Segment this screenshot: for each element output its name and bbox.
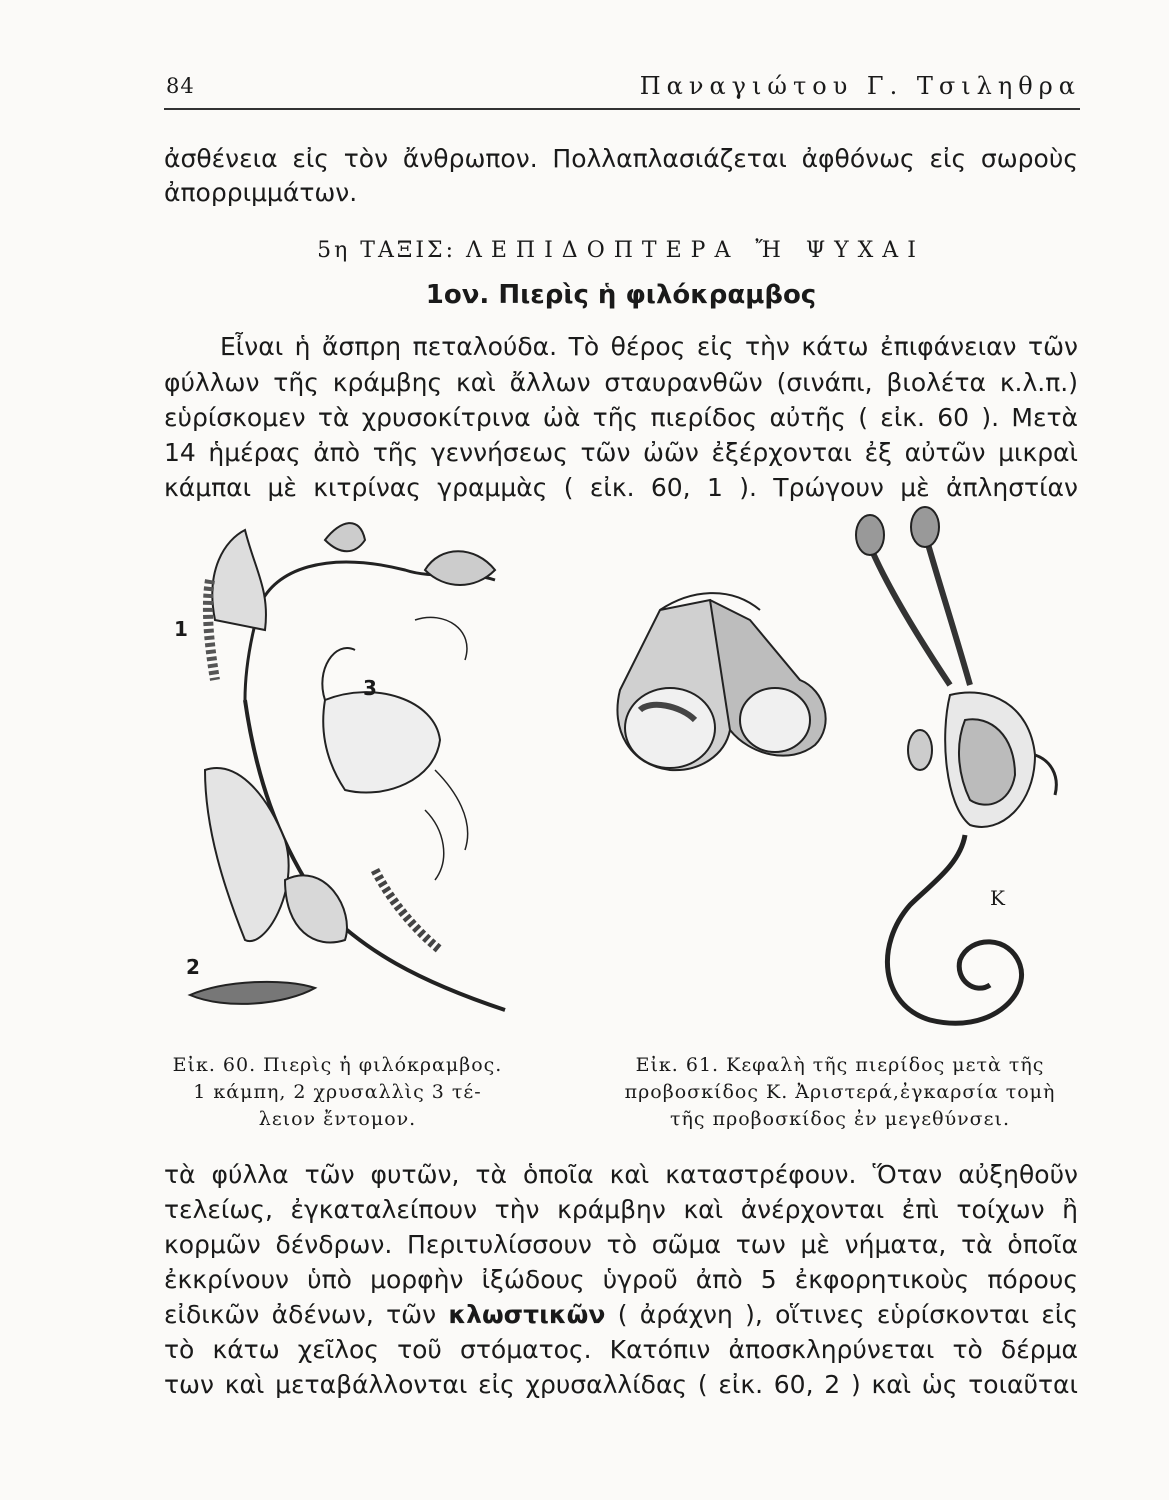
figure-60-caption xyxy=(150,1052,525,1133)
figure-60-label-3: 3 xyxy=(363,676,377,700)
desc-line-1: Εἶναι ἡ ἄσπρη πεταλούδα. Τὸ θέρος εἰς τὴν κάτω ἐπιφάνειαν τῶν xyxy=(220,332,1078,361)
cont-line-6: τὸ κάτω χεῖλος τοῦ στόματος. Κατόπιν ἀποσκληρύνεται τὸ δέρμα xyxy=(164,1335,1078,1364)
order-label: 5η ΤΑΞΙΣ: xyxy=(317,238,456,263)
figure-60-caption-line-3: λειον ἔντομον. xyxy=(258,1108,417,1130)
header-rule xyxy=(164,108,1080,110)
figure-60-caption-line-2: 1 κάμπη, 2 χρυσαλλὶς 3 τέ- xyxy=(193,1081,482,1103)
figure-60-label-1: 1 xyxy=(174,617,188,641)
desc-line-3: εὑρίσκομεν τὰ χρυσοκίτρινα ὠὰ τῆς πιερίδος αὐτῆς ( εἰκ. 60 ). Μετὰ xyxy=(164,403,1078,432)
species-heading: 1ον. Πιερὶς ἡ φιλόκραμβος xyxy=(425,280,817,310)
proboscis-cross-section xyxy=(600,580,840,790)
order-name: ΛΕΠΙΔΟΠΤΕΡΑ Ἤ ΨΥΧΑΙ xyxy=(465,238,925,263)
running-title: Παναγιώτου Γ. Τσιληθρα xyxy=(639,72,1081,100)
desc-line-5: κάμπαι μὲ κιτρίνας γραμμὰς ( εἰκ. 60, 1 ). Τρώγουν μὲ ἀπληστίαν xyxy=(164,473,1078,502)
cont-line-5-end: ( ἀράχνη ), οἵτινες εὑρίσκονται εἰς xyxy=(617,1300,1079,1329)
figure-61-caption-line-1: Εἰκ. 61. Κεφαλὴ τῆς πιερίδος μετὰ τῆς xyxy=(635,1054,1045,1076)
order-heading xyxy=(164,238,1078,263)
cont-line-2: τελείως, ἐγκαταλείπουν τὴν κράμβην καὶ ἀνέρχονται ἐπὶ τοίχων ἢ xyxy=(164,1195,1078,1224)
figure-61-caption-line-3: τῆς προβοσκίδος ἐν μεγεθύνσει. xyxy=(670,1108,1010,1130)
intro-line-2: ἀπορριμμάτων. xyxy=(164,178,358,207)
butterfly-head-proboscis xyxy=(850,505,1070,1045)
figure-60-label-2: 2 xyxy=(186,955,200,979)
cont-line-5-start: εἰδικῶν ἀδένων, τῶν xyxy=(164,1300,437,1329)
cont-line-7: των καὶ μεταβάλλονται εἰς χρυσαλλίδας ( εἰκ. 60, 2 ) καὶ ὡς τοιαῦται xyxy=(164,1370,1078,1399)
desc-line-4: 14 ἡμέρας ἀπὸ τῆς γεννήσεως τῶν ὠῶν ἐξέρχονται ἐξ αὐτῶν μικραὶ xyxy=(164,438,1078,467)
cont-line-5 xyxy=(164,1298,1078,1332)
intro-line-1: ἀσθένεια εἰς τὸν ἄνθρωπον. Πολλαπλασιάζεται ἀφθόνως εἰς σωροὺς xyxy=(164,144,1078,173)
cont-line-3: κορμῶν δένδρων. Περιτυλίσσουν τὸ σῶμα των μὲ νήματα, τὰ ὁποῖα xyxy=(164,1230,1078,1259)
cont-line-1: τὰ φύλλα τῶν φυτῶν, τὰ ὁποῖα καὶ καταστρέφουν. Ὅταν αὐξηθοῦν xyxy=(164,1160,1078,1189)
page-number: 84 xyxy=(166,74,195,98)
figure-61-caption-line-2: προβοσκίδος Κ. Ἀριστερά,ἐγκαρσία τομὴ xyxy=(624,1081,1056,1103)
figure-61-label-k: Κ xyxy=(990,886,1005,910)
figure-61-caption xyxy=(590,1052,1090,1133)
term-klostikon: κλωστικῶν xyxy=(448,1300,606,1329)
cont-line-4: ἐκκρίνουν ὑπὸ μορφὴν ἰξώδους ὑγροῦ ἀπὸ 5 ἐκφορητικοὺς πόρους xyxy=(164,1265,1078,1294)
figure-60-illustration xyxy=(175,510,525,1030)
desc-line-2: φύλλων τῆς κράμβης καὶ ἄλλων σταυρανθῶν (σινάπι, βιολέτα κ.λ.π.) xyxy=(164,368,1078,397)
figure-60-caption-line-1: Εἰκ. 60. Πιερὶς ἡ φιλόκραμβος. xyxy=(172,1054,503,1076)
